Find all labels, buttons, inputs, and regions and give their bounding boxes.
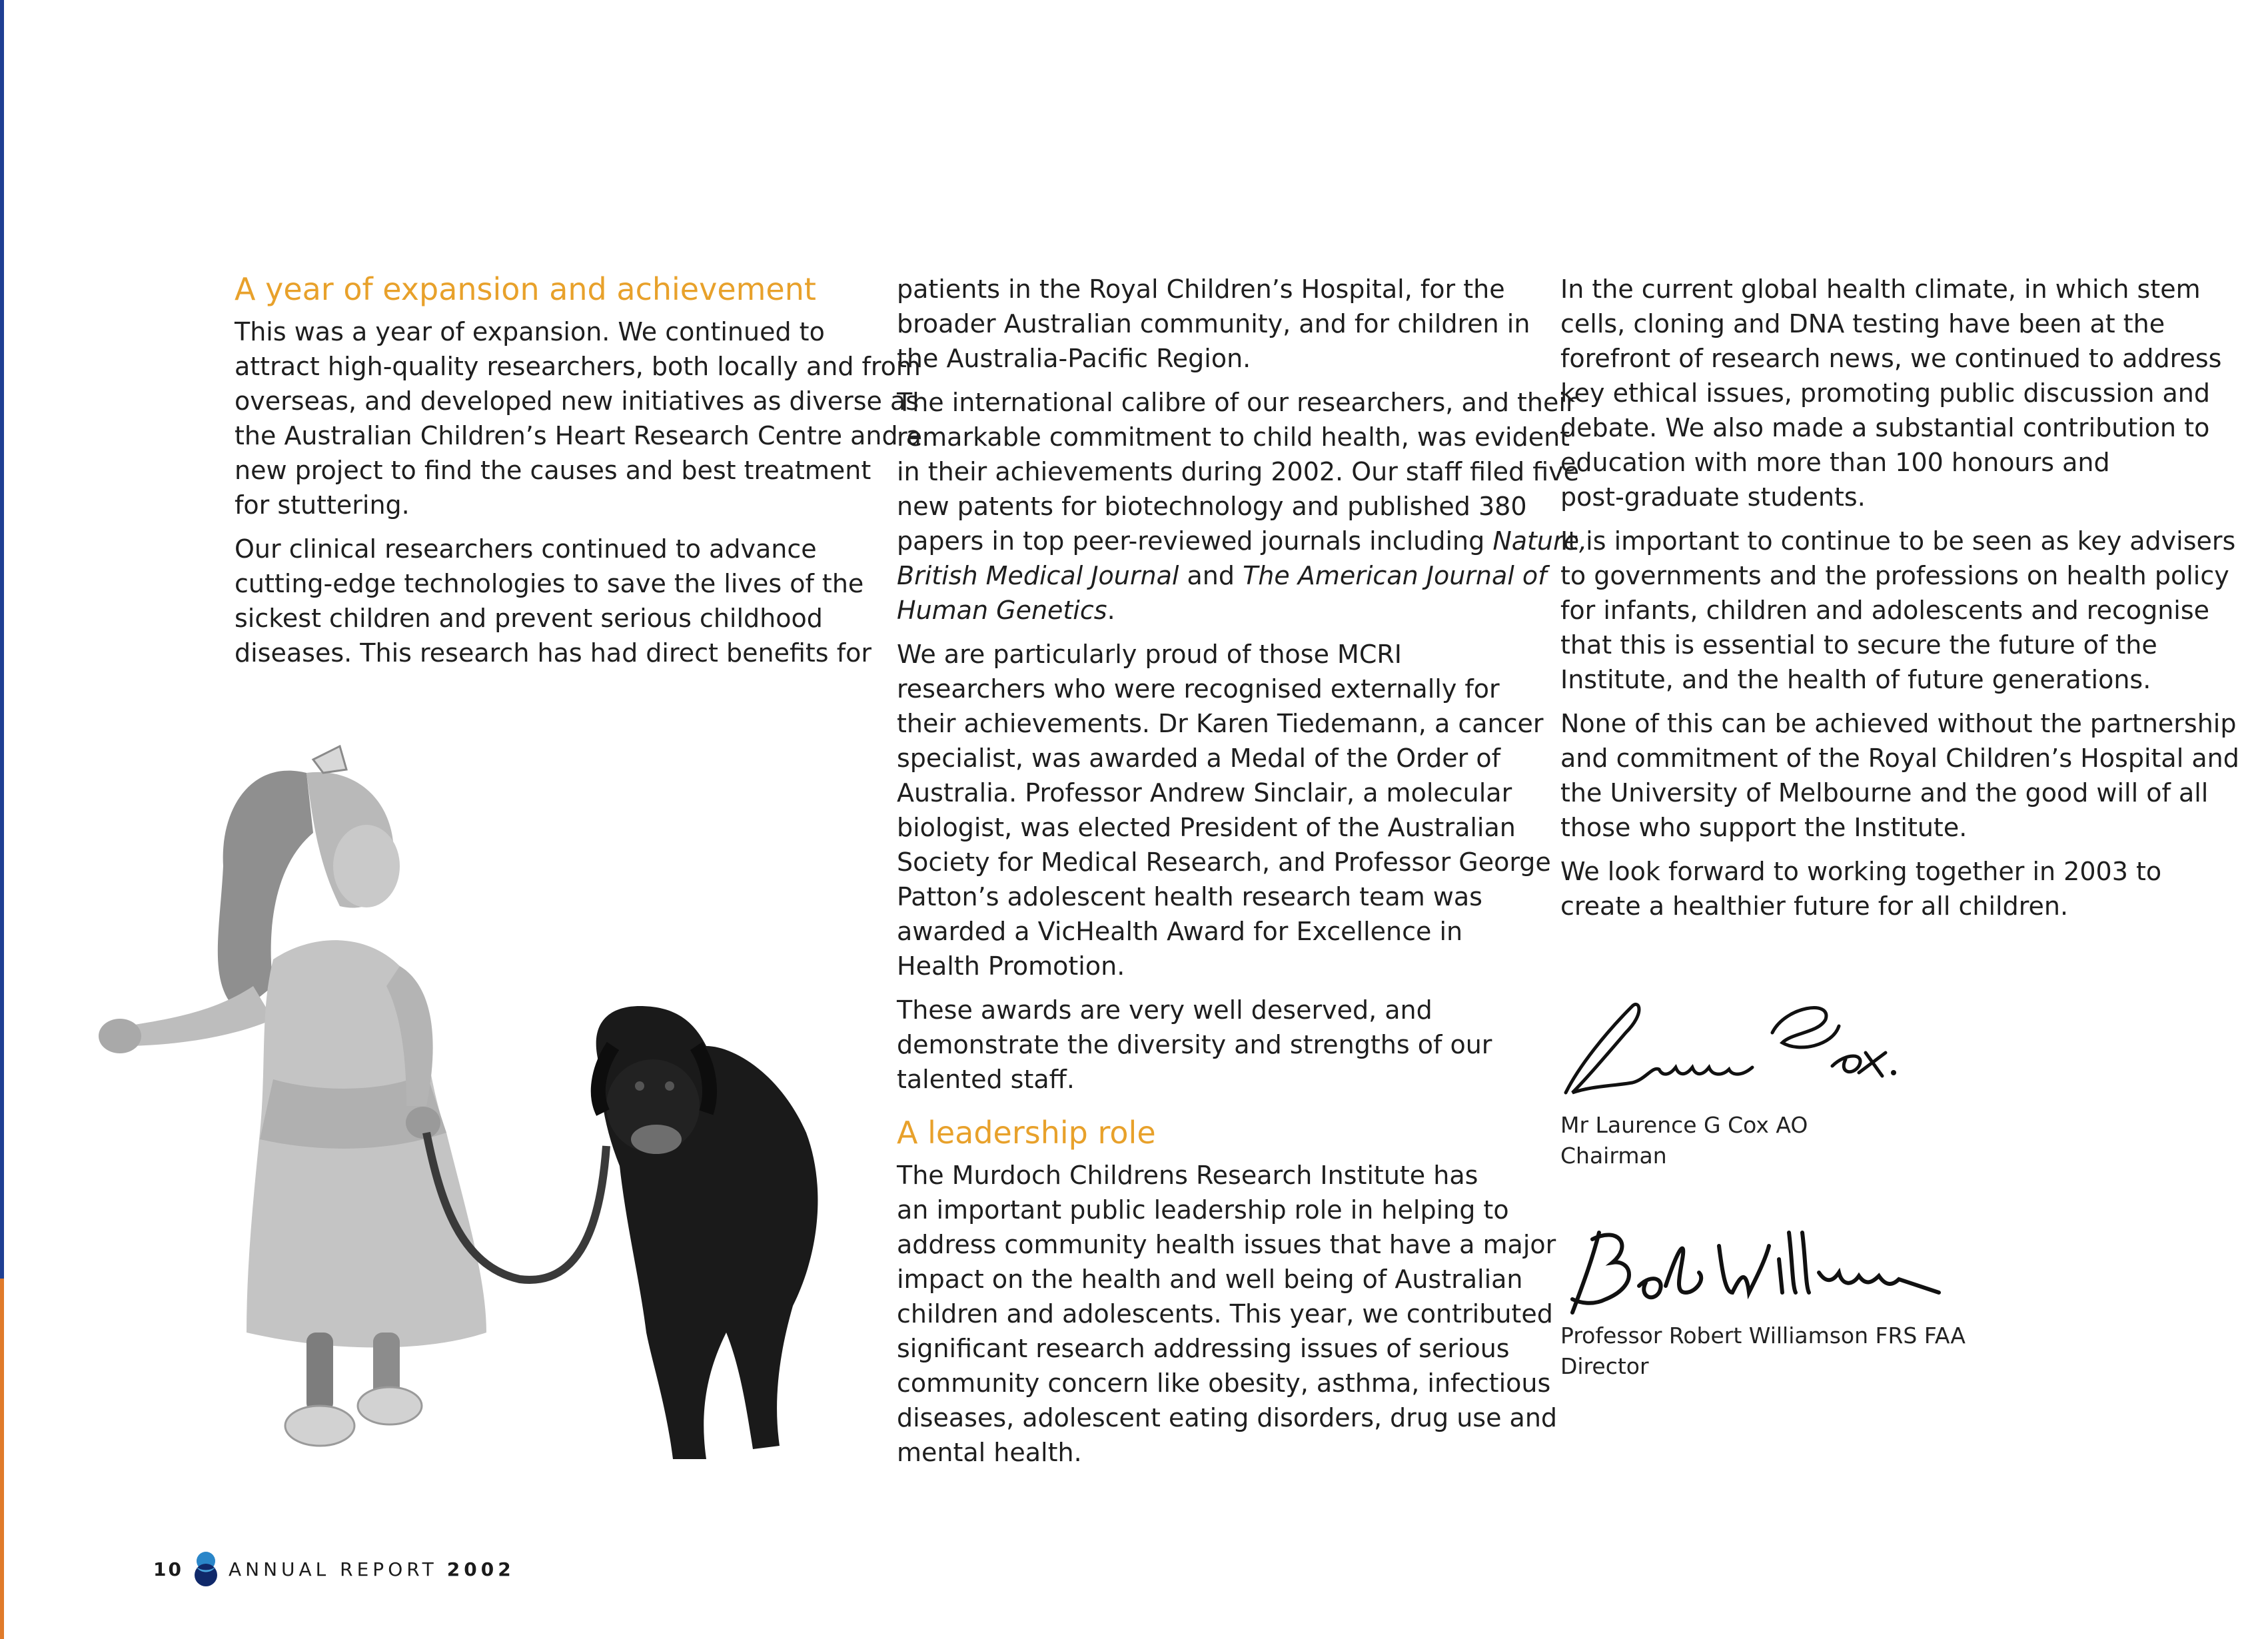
signatory-1-name: Mr Laurence G Cox AO: [1560, 1112, 1808, 1138]
page-edge-line: [0, 0, 4, 1639]
report-year: 2002: [446, 1558, 515, 1580]
girl-and-dog-photo: [53, 733, 853, 1492]
paragraph-calibre: The international calibre of our researchers, and their remarkable commitment to child health, was evident in their achievements during 2002. Our staff filed five new patents for biotechnology and published 380 papers in top peer-reviewed journals including Nature, British Medical Journal and The American Journal of Human Genetics.: [897, 388, 1588, 625]
paragraph-advisers: It is important to continue to be seen as key advisers to governments and the professions on health policy for infants, children and adolescents and recognise that this is essential to secure the future of the Institute, and the health of future generations.: [1560, 526, 2236, 694]
paragraph-expansion: This was a year of expansion. We continued to attract high-quality researchers, both locally and from overseas, and developed new initiatives as diverse as the Australian Children’s Heart Research Centre and a new project to find the causes and best treatment for stuttering.: [235, 317, 921, 520]
paragraph-global-health: In the current global health climate, in which stem cells, cloning and DNA testing have been at the forefront of research news, we continued to address key ethical issues, promoting public discussion and debate. We also made a substantial contribution to education with more than 100 honours and post-graduate students.: [1560, 274, 2222, 512]
paragraph-benefits: patients in the Royal Children’s Hospital, for the broader Australian community, and for children in the Australia-Pacific Region.: [897, 274, 1530, 373]
page-number: 10: [153, 1558, 183, 1580]
signatory-1-title: Chairman: [1560, 1143, 1667, 1169]
paragraph-proud: We are particularly proud of those MCRI researchers who were recognised externally for their achievements. Dr Karen Tiedemann, a cancer specialist, was awarded a Medal of the Order of Australia. Professor Andrew Sinclair, a molecular biologist, was elected President of the Australian Society for Medical Research, and Professor George Patton’s adolescent health research team was awarded a VicHealth Award for Excellence in Health Promotion.: [897, 640, 1551, 981]
signature-laurence-cox: [1552, 993, 1899, 1106]
mcri-logo-icon: [193, 1551, 219, 1587]
paragraph-look-forward: We look forward to working together in 2003 to create a healthier future for all children.: [1560, 857, 2162, 921]
signatory-2: [1560, 1321, 1966, 1382]
column-2: [897, 272, 1588, 1479]
signature-bob-williamson: [1552, 1219, 1952, 1319]
paragraph-partnership: None of this can be achieved without the partnership and commitment of the Royal Children’s Hospital and the University of Melbourne and the good will of all those who support the Institute.: [1560, 709, 2239, 842]
column-1: [235, 269, 921, 680]
paragraph-clinical: Our clinical researchers continued to advance cutting-edge technologies to save the lives of the sickest children and prevent serious childhood diseases. This research has had direct benefits for: [235, 534, 871, 668]
heading-leadership: A leadership role: [897, 1115, 1156, 1151]
page-footer: [153, 1552, 515, 1586]
signatory-1: [1560, 1110, 1808, 1171]
signatory-2-name: Professor Robert Williamson FRS FAA: [1560, 1323, 1966, 1349]
heading-expansion: A year of expansion and achievement: [235, 271, 816, 307]
paragraph-awards: These awards are very well deserved, and demonstrate the diversity and strengths of our talented staff.: [897, 995, 1492, 1094]
paragraph-leadership: The Murdoch Childrens Research Institute has an important public leadership role in helping to address community health issues that have a major impact on the health and well being of Australian children and adolescents. This year, we contributed significant research addressing issues of serious community concern like obesity, asthma, infectious diseases, adolescent eating disorders, drug use and mental health.: [897, 1161, 1558, 1467]
signatory-2-title: Director: [1560, 1353, 1649, 1379]
column-3: [1560, 272, 2239, 933]
annual-report-label: ANNUAL REPORT: [228, 1558, 438, 1580]
